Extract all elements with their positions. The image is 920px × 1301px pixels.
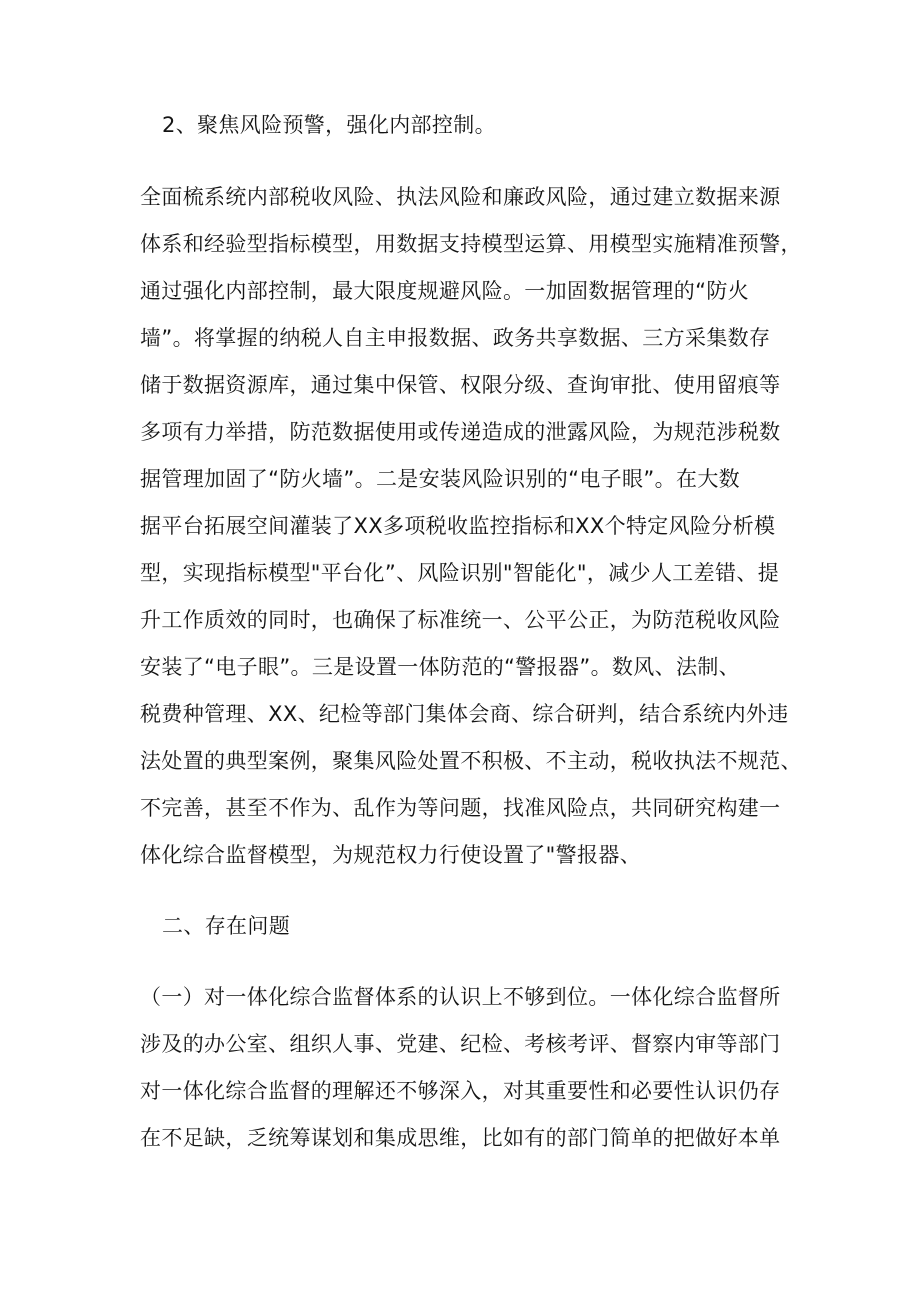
- paragraph-line: 型，实现指标模型"平台化”、风险识别"智能化"，减少人工差错、提: [140, 561, 780, 585]
- paragraph-line: 墙”。将掌握的纳税人自主申报数据、政务共享数据、三方采集数存: [140, 326, 771, 350]
- paragraph-line: 据管理加固了“防火墙”。二是安装风险识别的“电子眼”。在大数: [140, 467, 741, 491]
- paragraph-line: 储于数据资源库，通过集中保管、权限分级、查询审批、使用留痕等: [140, 373, 781, 397]
- heading-risk-warning: 2、聚焦风险预警，强化内部控制。: [162, 113, 496, 137]
- paragraph-line: 体系和经验型指标模型，用数据支持模型运算、用模型实施精准预警，: [140, 232, 802, 256]
- paragraph-line: 在不足缺，乏统筹谋划和集成思维，比如有的部门简单的把做好本单: [140, 1126, 781, 1150]
- paragraph-line: 涉及的办公室、组织人事、党建、纪检、考核考评、督察内审等部门: [140, 1032, 781, 1056]
- paragraph-line: 体化综合监督模型，为规范权力行使设置了"警报器、: [140, 843, 642, 867]
- paragraph-line: 通过强化内部控制，最大限度规避风险。一加固数据管理的“防火: [140, 279, 750, 303]
- paragraph-line: 安装了“电子眼”。三是设置一体防范的“警报器”。数风、法制、: [140, 655, 741, 679]
- paragraph-line: 多项有力举措，防范数据使用或传递造成的泄露风险，为规范涉税数: [140, 420, 781, 444]
- paragraph-line: 升工作质效的同时，也确保了标准统一、公平公正，为防范税收风险: [140, 608, 781, 632]
- paragraph-line: 税费种管理、XX、纪检等部门集体会商、综合研判，结合系统内外违: [140, 702, 789, 726]
- paragraph-line: 据平台拓展空间灌装了XX多项税收监控指标和XX个特定风险分析模: [140, 514, 776, 538]
- paragraph-line: 不完善，甚至不作为、乱作为等问题，找准风险点，共同研究构建一: [140, 796, 781, 820]
- paragraph-line: 全面梳系统内部税收风险、执法风险和廉政风险，通过建立数据来源: [140, 185, 781, 209]
- section-title-existing-problems: 二、存在问题: [162, 914, 291, 938]
- paragraph-line: （一）对一体化综合监督体系的认识上不够到位。一体化综合监督所: [140, 985, 781, 1009]
- paragraph-line: 对一体化综合监督的理解还不够深入，对其重要性和必要性认识仍存: [140, 1079, 781, 1103]
- paragraph-line: 法处置的典型案例，聚集风险处置不积极、不主动，税收执法不规范、: [140, 749, 802, 773]
